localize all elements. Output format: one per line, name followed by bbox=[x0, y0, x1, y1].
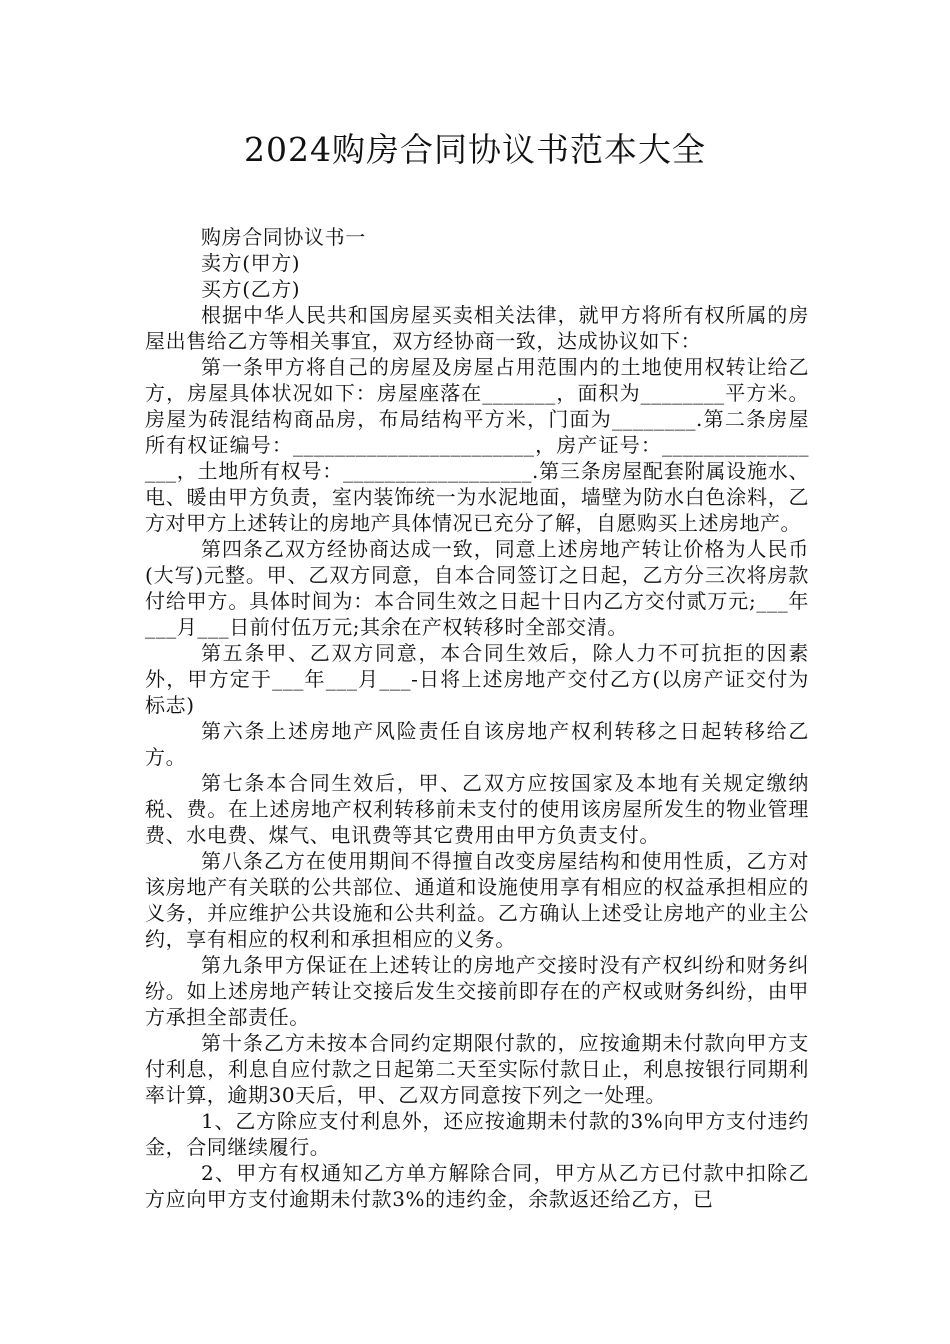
seller-line: 卖方(甲方) bbox=[201, 251, 301, 275]
article-6-paragraph: 第六条上述房地产风险责任自该房地产权利转移之日起转移给乙方。 bbox=[145, 719, 809, 769]
list-item-1: 1、乙方除应支付利息外，还应按逾期未付款的3%向甲方支付违约金，合同继续履行。 bbox=[145, 1109, 809, 1159]
article-1-3-paragraph: 第一条甲方将自己的房屋及房屋占用范围内的土地使用权转让给乙方，房屋具体状况如下：房屋座落在_______，面积为________平方米。房屋为砖混结构商品房，布局结构平方米，门面为________.第二条房屋所有权证编号：_______________________，房产证号：_________________，土地所有权号：__________________.第三条房屋配套附属设施水、电、暖由甲方负责，室内装饰统一为水泥地面，墙壁为防水白色涂料，乙方对甲方上述转让的房地产具体情况已充分了解，自愿购买上述房地产。 bbox=[145, 355, 809, 535]
article-9-paragraph: 第九条甲方保证在上述转让的房地产交接时没有产权纠纷和财务纠纷。如上述房地产转让交接后发生交接前即存在的产权或财务纠纷，由甲方承担全部责任。 bbox=[145, 953, 809, 1029]
article-10-paragraph: 第十条乙方未按本合同约定期限付款的，应按逾期未付款向甲方支付利息，利息自应付款之日起第二天至实际付款日止，利息按银行同期利率计算，逾期30天后，甲、乙双方同意按下列之一处理。 bbox=[145, 1031, 809, 1107]
article-8-paragraph: 第八条乙方在使用期间不得擅自改变房屋结构和使用性质，乙方对该房地产有关联的公共部位、通道和设施使用享有相应的权益承担相应的义务，并应维护公共设施和公共利益。乙方确认上述受让房地产的业主公约，享有相应的权利和承担相应的义务。 bbox=[145, 849, 809, 951]
preamble-paragraph: 根据中华人民共和国房屋买卖相关法律，就甲方将所有权所属的房屋出售给乙方等相关事宜，双方经协商一致，达成协议如下： bbox=[145, 303, 809, 353]
article-4-paragraph: 第四条乙双方经协商达成一致，同意上述房地产转让价格为人民币(大写)元整。甲、乙双方同意，自本合同签订之日起，乙方分三次将房款付给甲方。具体时间为：本合同生效之日起十日内乙方交付贰万元;___年___月___日前付伍万元;其余在产权转移时全部交清。 bbox=[145, 537, 809, 639]
article-7-paragraph: 第七条本合同生效后，甲、乙双方应按国家及本地有关规定缴纳税、费。在上述房地产权利转移前未支付的使用该房屋所发生的物业管理费、水电费、煤气、电讯费等其它费用由甲方负责支付。 bbox=[145, 771, 809, 847]
document-body bbox=[145, 224, 809, 1212]
list-item-2: 2、甲方有权通知乙方单方解除合同，甲方从乙方已付款中扣除乙方应向甲方支付逾期未付款3%的违约金，余款返还给乙方，已 bbox=[145, 1161, 809, 1211]
section-heading: 购房合同协议书一 bbox=[201, 225, 366, 249]
article-5-paragraph: 第五条甲、乙双方同意，本合同生效后，除人力不可抗拒的因素外，甲方定于___年___月___-日将上述房地产交付乙方(以房产证交付为标志) bbox=[145, 641, 809, 717]
document-title: 2024购房合同协议书范本大全 bbox=[244, 130, 706, 169]
buyer-line: 买方(乙方) bbox=[201, 277, 301, 301]
